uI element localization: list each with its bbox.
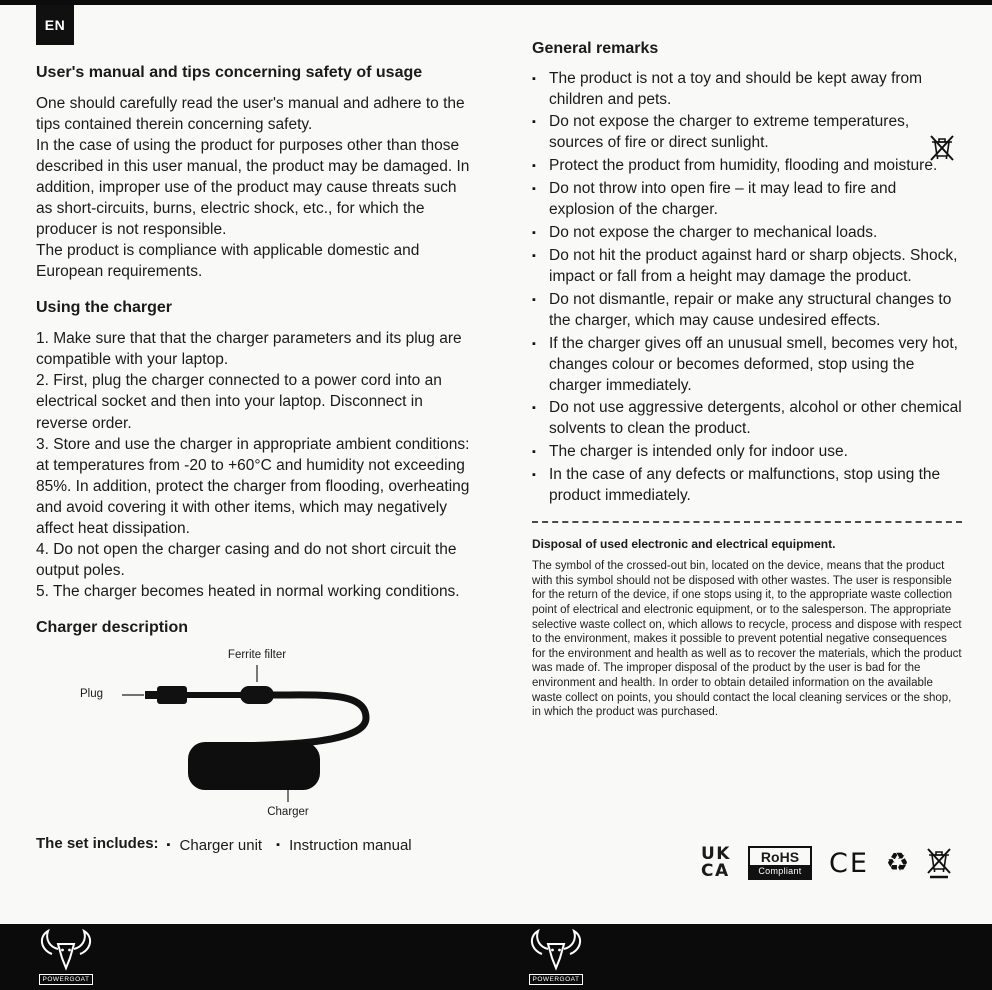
list-item: ▪ Do not expose the charger to mechanical loads. [532,223,962,244]
list-item: ▪ Do not expose the charger to extreme temperatures, sources of fire or direct sunlight. [532,112,962,154]
safety-paragraph: One should carefully read the user's manual and adhere to the tips contained therein concerning safety. [36,94,465,133]
list-item: ▪ Do not hit the product against hard or sharp objects. Shock, impact or fall from a height may damage the product. [532,246,962,288]
footer-band [0,924,992,990]
bullet-icon: ▪ [532,116,536,129]
bullet-icon: ▪ [532,160,536,173]
step-item: 2. First, plug the charger connected to a power cord into an electrical socket and then into your laptop. Disconnect in reverse order. [36,372,442,432]
general-remarks-heading: General remarks [532,40,659,57]
bullet-icon: ▪ [532,72,536,85]
cable-line [187,695,366,750]
list-item: ▪ Do not dismantle, repair or make any structural changes to the charger, which may cause undesired effects. [532,290,962,332]
using-charger-heading: Using the charger [36,299,173,317]
brand-logo [36,928,96,986]
step-item: 4. Do not open the charger casing and do not short circuit the output poles. [36,540,457,580]
bullet-icon: ▪ [276,838,280,851]
goat-icon [526,928,586,972]
charger-body-icon [188,742,320,790]
recycle-icon: ♻ [885,848,910,879]
list-item: ▪ The charger is intended only for indoor use. [532,442,962,463]
ukca-mark: UK CA [701,844,731,882]
step-item: 3. Store and use the charger in appropriate ambient conditions: at temperatures from -20 to +60°C and humidity not exceeding 85%. In addition, protect the charger from flooding, overheating and avoid covering it with other items, which may negatively affect heat dissipation. [36,435,470,537]
brand-name: POWERGOAT [39,974,93,985]
ferrite-filter-icon [240,686,274,704]
charger-label: Charger [267,805,309,818]
bullet-icon: ▪ [532,469,536,482]
ce-mark: CE [828,847,869,879]
list-item: ▪ In the case of any defects or malfunctions, stop using the product immediately. [532,465,962,507]
charger-description-heading: Charger description [36,619,189,637]
step-item: 5. The charger becomes heated in normal working conditions. [36,583,460,601]
charger-diagram [36,648,474,826]
left-column [36,62,474,856]
list-item: ▪ Do not use aggressive detergents, alcohol or other chemical solvents to clean the product. [532,398,962,440]
weee-bin-icon [929,133,955,167]
bullet-icon: ▪ [532,293,536,306]
list-item: ▪ Protect the product from humidity, flooding and moisture. [532,156,962,177]
certification-marks [701,846,952,881]
general-remarks-list [532,69,962,507]
bullet-icon: ▪ [532,446,536,459]
goat-icon [36,928,96,972]
safety-paragraph: The product is compliance with applicable domestic and European requirements. [36,242,420,281]
disposal-body: The symbol of the crossed-out bin, located on the device, means that the product with this symbol should not be disposed with other wastes. The user is responsible for the return of the device, if one stops using it, to the appropriate waste collection point of electrical and electronic equipment, or to the salesperson. The appropriate selective waste collect on, which allows to recycle, process and dispose with respect to the environment, makes it possible to prevent potential negative consequences for the environment and health as well as to recover the materials, which the product was made of. The improper disposal of the product by the user is bad for the environment and health. In order to obtain detailed information on the available waste collect on points, you should contact the local cleaning services or the shop, in which the product was purchased. [532,560,962,719]
list-item: ▪ Do not throw into open fire – it may lead to fire and explosion of the charger. [532,179,962,221]
set-includes-item: ▪ Instruction manual [276,836,412,856]
disposal-heading: Disposal of used electronic and electrical equipment. [532,537,836,552]
right-column [532,38,962,720]
rohs-mark: RoHS Compliant [748,846,812,880]
bullet-icon: ▪ [532,402,536,415]
bullet-icon: ▪ [166,838,171,851]
brand-name: POWERGOAT [529,974,583,985]
step-item: 1. Make sure that that the charger parameters and its plug are compatible with your laptop. [36,330,462,369]
bullet-icon: ▪ [532,249,536,262]
bullet-icon: ▪ [532,227,536,240]
set-includes-label: The set includes: [36,834,159,852]
bullet-icon: ▪ [532,183,536,196]
charger-diagram-graphic [36,648,474,826]
dashed-divider [532,521,962,523]
plug-label: Plug [80,687,104,700]
brand-logo [526,928,586,986]
language-badge: EN [36,5,74,45]
list-item: ▪ The product is not a toy and should be kept away from children and pets. [532,69,962,111]
bullet-icon: ▪ [532,337,536,350]
set-includes-row [36,834,474,856]
page-top-edge [0,0,992,5]
safety-heading: User's manual and tips concerning safety of usage [36,64,423,81]
ferrite-filter-label: Ferrite filter [227,648,287,661]
list-item: ▪ If the charger gives off an unusual smell, becomes very hot, changes colour or becomes deformed, stop using the charger immediately. [532,334,962,397]
safety-paragraph: In the case of using the product for purposes other than those described in this user manual, the product may be damaged. In addition, improper use of the product may cause threats such as short-circuits, burns, electric shock, etc., for which the producer is not responsible. [36,136,470,239]
weee-bin-icon [926,846,952,880]
plug-icon [145,686,187,704]
set-includes-item: ▪ Charger unit [167,836,263,856]
